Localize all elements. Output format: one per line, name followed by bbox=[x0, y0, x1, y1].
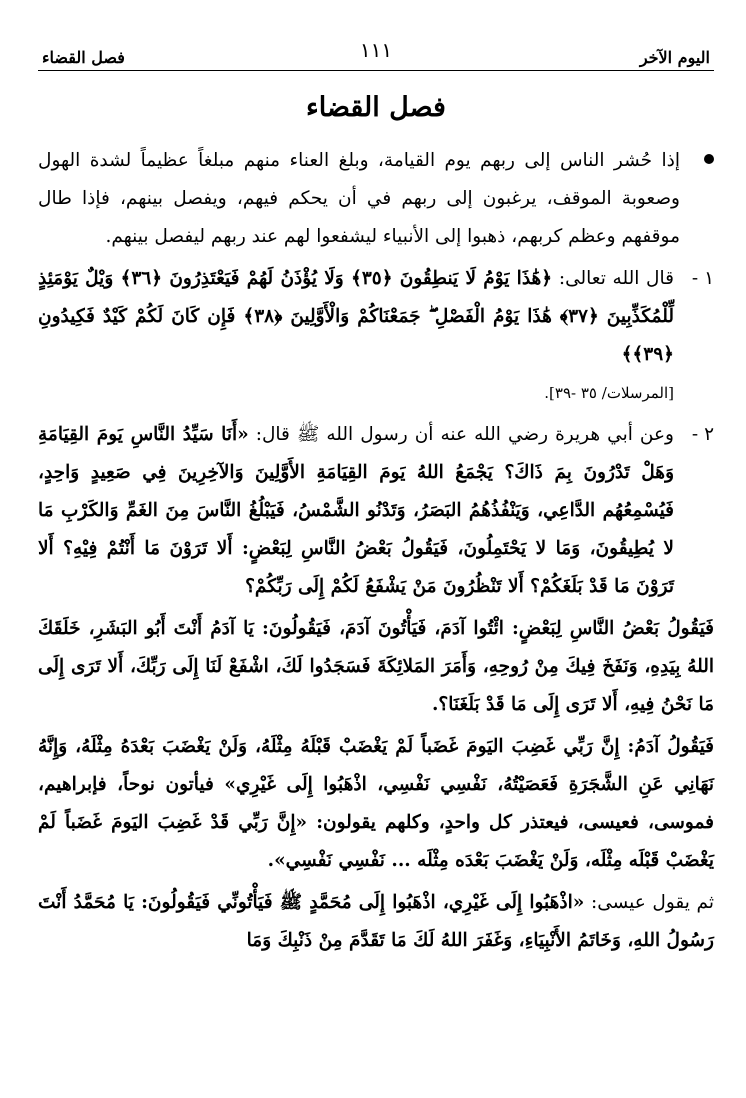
item-2-lead: وعن أبي هريرة رضي الله عنه أن رسول الله ﷺ قال: bbox=[255, 424, 674, 445]
book-page bbox=[38, 30, 714, 1090]
item-2-paragraph-2 bbox=[38, 610, 714, 724]
running-head bbox=[38, 38, 714, 68]
item-2-paragraph-4 bbox=[38, 884, 714, 960]
page-number: ١١١ bbox=[359, 38, 393, 62]
intro-text: إذا حُشر الناس إلى ربهم يوم القيامة، وبلغ العناء منهم مبلغاً عظيماً لشدة الهول وصعوبة الموقف، يرغبون إلى ربهم في أن يحكم فيهم، ويفصل بينهم، فإذا طال موقفهم وعظم كربهم، ذهبوا إلى الأنبياء ليشفعوا لهم عند ربهم ليفصل بينهم. bbox=[38, 150, 680, 247]
item-1-quran-verses: ﴿هَٰذَا يَوْمُ لَا يَنطِقُونَ ﴿٣٥﴾ وَلَا يُؤْذَنُ لَهُمْ فَيَعْتَذِرُونَ ﴿٣٦﴾ وَيْلٌ يَوْمَئِذٍ لِّلْمُكَذِّبِينَ ﴿٣٧﴾ هَٰذَا يَوْمُ الْفَصْلِ ۖ جَمَعْنَاكُمْ وَالْأَوَّلِينَ ﴿٣٨﴾ فَإِن كَانَ لَكُمْ كَيْدٌ فَكِيدُونِ ﴿٣٩﴾﴾ bbox=[38, 268, 675, 365]
header-divider bbox=[38, 70, 714, 71]
running-head-chapter-title: فصل القضاء bbox=[42, 48, 125, 67]
item-1-citation: [المرسلات/ ٣٥ -٣٩]. bbox=[544, 384, 674, 402]
item-1-paragraph bbox=[38, 260, 714, 412]
item-2-hadith-part-3: فَيَقُولُ آدَمُ: إِنَّ رَبِّي غَضِبَ اليَومَ غَضَباً لَمْ يَغْضَبْ قَبْلَهُ مِثْلَهُ، وَلَنْ يَغْضَبَ بَعْدَهُ مِثْلَهُ، وَإِنَّهُ نَهَانِي عَنِ الشَّجَرَةِ فَعَصَيْتُهُ، نَفْسِي نَفْسِي، اذْهَبُوا إِلَى غَيْرِي» فيأتون نوحاً، فإبراهيم، فموسى، فعيسى، فيعتذر كل واحدٍ، وكلهم يقولون: «إِنَّ رَبِّي قَدْ غَضِبَ اليَومَ غَضَباً لَمْ يَغْضَبْ قَبْلَه مِثْلَه، وَلَنْ يَغْضَبَ بَعْدَه مِثْلَه ... نَفْسِي نَفْسِي». bbox=[38, 736, 714, 871]
running-head-book-title: اليوم الآخر bbox=[639, 48, 710, 67]
intro-paragraph bbox=[38, 142, 714, 256]
item-2-hadith-part-4: «اذْهَبُوا إِلَى غَيْرِي، اذْهَبُوا إِلَى مُحَمَّدٍ ﷺ فَيَأْتُونِّي فَيَقُولُونَ: يَا مُحَمَّدُ أَنْتَ رَسُولُ اللهِ، وَخَاتَمُ الأَنْبِيَاءِ، وَغَفَرَ اللهُ لَكَ مَا تَقَدَّمَ مِنْ ذَنْبِكَ وَمَا bbox=[38, 892, 714, 951]
page-body bbox=[38, 142, 714, 964]
item-1-number: ١ - bbox=[691, 268, 714, 289]
item-2-part-4-lead: ثم يقول عيسى: bbox=[590, 892, 714, 913]
item-2-number: ٢ - bbox=[691, 424, 714, 445]
item-2-paragraph-3 bbox=[38, 728, 714, 880]
bullet-icon bbox=[704, 154, 714, 164]
chapter-title: فصل القضاء bbox=[306, 92, 446, 123]
item-2-paragraph bbox=[38, 416, 714, 606]
item-2-hadith-part-1: «أَنَا سَيِّدُ النَّاسِ يَومَ القِيَامَةِ وَهَلْ تَدْرُونَ بِمَ ذَاكَ؟ يَجْمَعُ اللهُ يَومَ القِيَامَةِ الأَوَّلِينَ وَالآخِرِينَ فِي صَعِيدٍ وَاحِدٍ، فَيُسْمِعُهُم الدَّاعِي، وَيَنْفُذُهُمُ البَصَرُ، وَتَدْنُو الشَّمْسُ، فَيَبْلُغُ النَّاسَ مِنَ الغَمِّ وَالكَرْبِ مَا لا يُطِيقُونَ، وَمَا لا يَحْتَمِلُونَ، فَيَقُولُ بَعْضُ النَّاسِ لِبَعْضٍ: أَلا تَرَوْنَ مَا أَنْتُمْ فِيْهِ؟ أَلا تَرَوْنَ مَا قَدْ بَلَغَكُمْ؟ أَلا تَنْظُرُونَ مَنْ يَشْفَعُ لَكُمْ إِلَى رَبِّكُمْ؟ bbox=[38, 424, 674, 597]
item-2-hadith-part-2: فَيَقُولُ بَعْضُ النَّاسِ لِبَعْضٍ: ائْتُوا آدَمَ، فَيَأْتُونَ آدَمَ، فَيَقُولُونَ: يَا آدَمُ أَنْتَ أَبُو البَشَرِ، خَلَقَكَ اللهُ بِيَدِهِ، وَنَفَخَ فِيكَ مِنْ رُوحِهِ، وَأَمَرَ المَلائِكَةَ فَسَجَدُوا لَكَ، اشْفَعْ لَنَا إِلَى رَبِّكَ، أَلا تَرَى إِلَى مَا نَحْنُ فِيهِ، أَلا تَرَى إِلَى مَا قَدْ بَلَغَنَا؟. bbox=[38, 618, 714, 715]
item-1-lead: قال الله تعالى: bbox=[558, 268, 674, 289]
